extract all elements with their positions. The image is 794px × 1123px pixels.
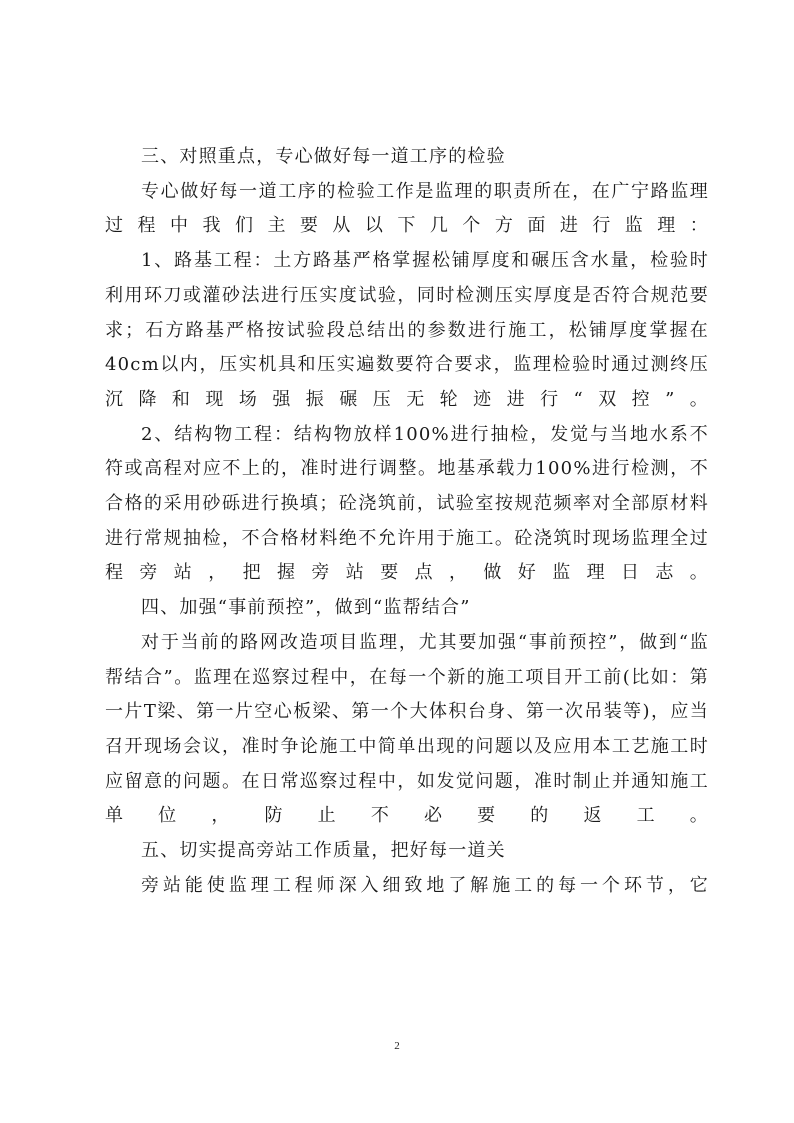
body-paragraph-roadbed: 1、路基工程：土方路基严格掌握松铺厚度和碾压含水量，检验时利用环刀或灌砂法进行压实度试验，同时检测压实厚度是否符合规范要求；石方路基严格按试验段总结出的参数进行施工，松铺厚度掌握在40cm以内，压实机具和压实遍数要符合要求，监理检验时通过测终压沉降和现场强振碾压无轮迹进行“双控”。 (105, 250, 709, 410)
body-paragraph-structures: 2、结构物工程：结构物放样100%进行抽检，发觉与当地水系不符或高程对应不上的，准时进行调整。地基承载力100%进行检测，不合格的采用砂砾进行换填；砼浇筑前，试验室按规范频率对全部原材料进行常规抽检，不合格材料绝不允许用于施工。砼浇筑时现场监理全过程旁站，把握旁站要点，做好监理日志。 (105, 423, 709, 584)
section-heading-3: 三、对照重点，专心做好每一道工序的检验 (141, 146, 506, 167)
body-paragraph-supervision: 旁站能使监理工程师深入细致地了解施工的每一个环节，它 (141, 874, 709, 896)
section-heading-5: 五、切实提高旁站工作质量，把好每一道关 (141, 840, 506, 862)
body-paragraph-precontrol: 对于当前的路网改造项目监理，尤其要加强“事前预控”，做到“监帮结合”。监理在巡察过程中，在每一个新的施工项目开工前(比如：第一片T梁、第一片空心板梁、第一个大体积台身、第一次吊装等)，应当召开现场会议，准时争论施工中简单出现的问题以及应用本工艺施工时应留意的问题。在日常巡察过程中，如发觉问题，准时制止并通知施工单位，防止不必要的返工。 (105, 631, 709, 827)
section-heading-4: 四、加强“事前预控”，做到“监帮结合” (141, 597, 471, 619)
document-body (105, 140, 709, 903)
page-number: 2 (394, 1040, 400, 1052)
body-paragraph-intro: 专心做好每一道工序的检验工作是监理的职责所在，在广宁路监理过程中我们主要从以下几个方面进行监理： (105, 180, 709, 237)
